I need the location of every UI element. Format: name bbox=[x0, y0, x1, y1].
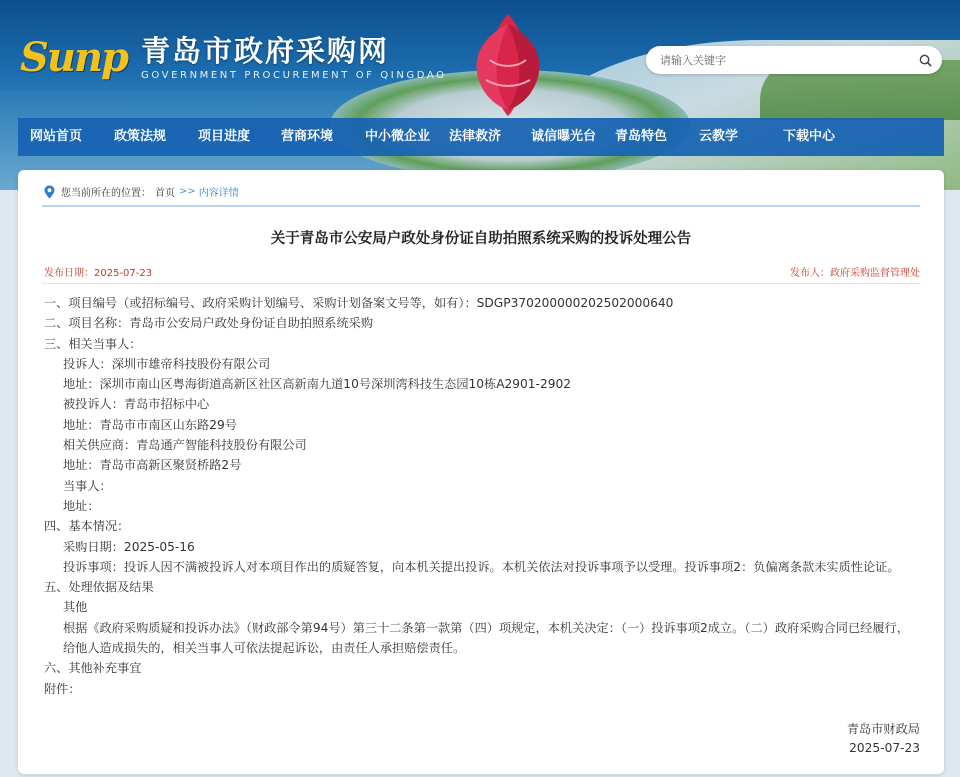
article-line: 地址： bbox=[63, 498, 100, 513]
header-banner bbox=[0, 0, 960, 190]
may-wind-sculpture-image bbox=[460, 10, 556, 120]
nav-policy[interactable]: 政策法规 bbox=[114, 129, 167, 144]
nav-legal-remedy[interactable]: 法律救济 bbox=[449, 129, 502, 144]
nav-cloud-teaching[interactable]: 云教学 bbox=[699, 129, 739, 144]
breadcrumb-label: 您当前所在的位置： bbox=[61, 188, 151, 199]
breadcrumb bbox=[44, 184, 239, 199]
content-panel bbox=[18, 170, 944, 774]
breadcrumb-home-link[interactable]: 首页 bbox=[155, 188, 175, 199]
search-button[interactable] bbox=[908, 46, 942, 74]
site-subtitle: GOVERNMENT PROCUREMENT OF QINGDAO bbox=[141, 69, 447, 81]
logo-mark: Sunp bbox=[20, 34, 128, 81]
article-line: 投诉人：深圳市雄帝科技股份有限公司 bbox=[63, 356, 271, 371]
nav-qingdao-feature[interactable]: 青岛特色 bbox=[615, 129, 668, 144]
nav-business-environment[interactable]: 营商环境 bbox=[281, 129, 334, 144]
nav-credit-exposure[interactable]: 诚信曝光台 bbox=[531, 129, 597, 144]
breadcrumb-separator: >> bbox=[179, 186, 196, 197]
nav-download-center[interactable]: 下载中心 bbox=[783, 129, 836, 144]
article-line: 三、相关当事人： bbox=[44, 336, 142, 351]
article-line: 五、处理依据及结果 bbox=[44, 580, 154, 595]
publisher: 发布人：政府采购监督管理处 bbox=[790, 268, 920, 279]
article-line: 相关供应商：青岛通产智能科技股份有限公司 bbox=[63, 438, 307, 453]
article-line: 当事人： bbox=[63, 478, 112, 493]
article-line: 一、项目编号（或招标编号、政府采购计划编号、采购计划备案文号等，如有）：SDGP370200000202502000640 bbox=[44, 296, 674, 310]
article-line: 被投诉人：青岛市招标中心 bbox=[63, 397, 210, 412]
main-nav bbox=[18, 118, 944, 156]
nav-project-progress[interactable]: 项目进度 bbox=[198, 129, 251, 144]
meta-divider bbox=[42, 283, 920, 284]
breadcrumb-divider bbox=[42, 205, 920, 207]
article-line: 地址：青岛市市南区山东路29号 bbox=[63, 417, 237, 432]
article-line: 投诉事项：投诉人因不满被投诉人对本项目作出的质疑答复，向本机关提出投诉。本机关依法对投诉事项予以受理。投诉事项2：负偏离条款未实质性论证。 bbox=[63, 559, 900, 574]
article-line: 采购日期：2025-05-16 bbox=[63, 539, 195, 554]
article-line: 地址：深圳市南山区粤海街道高新区社区高新南九道10号深圳湾科技生态园10栋A2901-2902 bbox=[63, 377, 571, 392]
nav-sme[interactable]: 中小微企业 bbox=[365, 129, 431, 144]
location-pin-icon bbox=[44, 185, 55, 199]
search-box bbox=[646, 46, 942, 74]
article-title: 关于青岛市公安局户政处身份证自助拍照系统采购的投诉处理公告 bbox=[270, 231, 692, 247]
breadcrumb-current: 内容详情 bbox=[198, 188, 239, 199]
signature-org: 青岛市财政局 bbox=[846, 722, 920, 736]
article-line: 六、其他补充事宜 bbox=[44, 661, 142, 676]
publish-date: 发布日期：2025-07-23 bbox=[44, 268, 153, 279]
search-icon bbox=[919, 54, 932, 67]
article-line: 附件： bbox=[44, 681, 81, 696]
logo-text bbox=[141, 35, 447, 81]
article-line: 根据《政府采购质疑和投诉办法》（财政部令第94号）第三十二条第一款第（四）项规定，本机关决定：（一）投诉事项2成立。（二）政府采购合同已经履行，给他人造成损失的，相关当事人可依法提起诉讼，由责任人承担赔偿责任。 bbox=[63, 620, 909, 656]
article-line: 地址：青岛市高新区聚贤桥路2号 bbox=[63, 458, 242, 473]
article-line: 二、项目名称：青岛市公安局户政处身份证自助拍照系统采购 bbox=[44, 316, 374, 331]
article-line: 其他 bbox=[63, 600, 88, 615]
article-line: 四、基本情况： bbox=[44, 519, 130, 534]
signature-date: 2025-07-23 bbox=[849, 741, 920, 755]
article-body bbox=[44, 293, 920, 699]
site-logo[interactable] bbox=[20, 34, 447, 81]
site-title: 青岛市政府采购网 bbox=[141, 33, 390, 68]
search-input[interactable] bbox=[660, 54, 908, 67]
nav-home[interactable]: 网站首页 bbox=[30, 129, 83, 144]
